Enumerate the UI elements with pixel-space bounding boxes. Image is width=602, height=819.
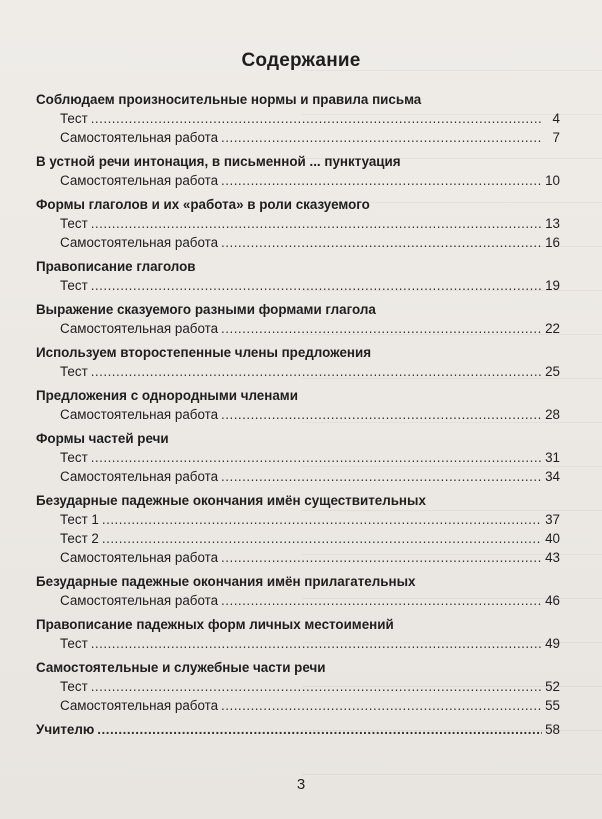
toc-section-title: Формы глаголов и их «работа» в роли сказуемого — [36, 197, 370, 212]
toc-section-title: Безударные падежные окончания имён прилагательных — [36, 574, 416, 589]
toc-entry-label: Самостоятельная работа — [60, 321, 219, 336]
dot-leader — [91, 634, 542, 653]
toc-section-title: Соблюдаем произносительные нормы и правила письма — [36, 92, 422, 107]
toc-entry — [36, 591, 560, 610]
toc-entry-page: 55 — [545, 698, 560, 713]
toc-entry-page: 4 — [552, 111, 560, 126]
toc-section-title: Предложения с однородными членами — [36, 388, 298, 403]
toc-entry-page: 19 — [545, 278, 560, 293]
toc-entry-label: Самостоятельная работа — [60, 593, 219, 608]
dot-leader — [221, 233, 542, 252]
toc-entry-page: 34 — [545, 469, 560, 484]
toc-entry-page: 10 — [545, 173, 560, 188]
toc-entry-page: 46 — [545, 593, 560, 608]
toc-entry-label: Тест — [60, 679, 88, 694]
toc-section — [36, 658, 560, 715]
toc-entry-label: Тест — [60, 111, 88, 126]
toc-entry-label: Самостоятельная работа — [60, 469, 219, 484]
toc-section — [36, 300, 560, 338]
toc-section — [36, 491, 560, 567]
toc-entry-page: 13 — [545, 216, 560, 231]
dot-leader — [221, 591, 542, 610]
dot-leader — [102, 529, 542, 548]
toc-entry — [36, 109, 560, 128]
toc-entry-page: 52 — [545, 679, 560, 694]
toc-entry-page: 49 — [545, 636, 560, 651]
toc-entry — [36, 634, 560, 653]
toc-entry-page: 22 — [545, 321, 560, 336]
dot-leader — [221, 696, 542, 715]
toc-section-title: Используем второстепенные члены предложения — [36, 345, 372, 360]
toc-entry-label: Тест — [60, 450, 88, 465]
toc-entry-page: 16 — [545, 235, 560, 250]
dot-leader — [221, 128, 543, 147]
toc-entry — [36, 214, 560, 233]
toc-section-teacher — [36, 720, 560, 739]
toc-section — [36, 386, 560, 424]
toc-entry — [36, 467, 560, 486]
dot-leader — [91, 677, 542, 696]
toc-entry — [36, 448, 560, 467]
toc-entry-label: Тест — [60, 364, 88, 379]
dot-leader — [97, 720, 542, 739]
toc-entry — [36, 128, 560, 147]
toc-section-title: В устной речи интонация, в письменной ... пунктуация — [36, 154, 401, 169]
toc-entry-page: 58 — [545, 722, 560, 737]
table-of-contents — [36, 90, 560, 739]
toc-entry — [36, 405, 560, 424]
page-title: Содержание — [241, 50, 361, 71]
toc-entry-page: 40 — [545, 531, 560, 546]
toc-section — [36, 572, 560, 610]
toc-entry-label: Самостоятельная работа — [60, 130, 219, 145]
toc-entry — [36, 233, 560, 252]
toc-entry-label: Тест — [60, 278, 88, 293]
toc-entry — [36, 696, 560, 715]
toc-entry-page: 37 — [545, 512, 560, 527]
toc-entry-label: Самостоятельная работа — [60, 407, 219, 422]
dot-leader — [91, 362, 542, 381]
toc-entry-page: 31 — [545, 450, 560, 465]
toc-entry-page: 7 — [552, 130, 560, 145]
dot-leader — [91, 109, 543, 128]
toc-entry-label: Самостоятельная работа — [60, 235, 219, 250]
toc-entry-label: Самостоятельная работа — [60, 698, 219, 713]
toc-entry-label: Тест 2 — [60, 531, 99, 546]
toc-section-title: Правописание глаголов — [36, 259, 196, 274]
dot-leader — [221, 319, 542, 338]
dot-leader — [91, 448, 542, 467]
toc-entry — [36, 677, 560, 696]
dot-leader — [221, 171, 542, 190]
toc-entry — [36, 362, 560, 381]
toc-section-title: Формы частей речи — [36, 431, 169, 446]
toc-section — [36, 195, 560, 252]
dot-leader — [221, 548, 542, 567]
toc-entry-label: Самостоятельная работа — [60, 173, 219, 188]
toc-entry — [36, 529, 560, 548]
dot-leader — [102, 510, 542, 529]
toc-entry-label: Тест — [60, 636, 88, 651]
toc-entry-label: Учителю — [36, 722, 95, 737]
toc-entry — [36, 548, 560, 567]
toc-section — [36, 343, 560, 381]
toc-entry — [36, 276, 560, 295]
toc-section — [36, 615, 560, 653]
dot-leader — [91, 214, 542, 233]
toc-section-title: Правописание падежных форм личных местоимений — [36, 617, 394, 632]
toc-entry-page: 28 — [545, 407, 560, 422]
toc-section — [36, 257, 560, 295]
toc-entry-page: 43 — [545, 550, 560, 565]
toc-entry-page: 25 — [545, 364, 560, 379]
toc-entry-label: Самостоятельная работа — [60, 550, 219, 565]
toc-entry — [36, 720, 560, 739]
toc-section-title: Самостоятельные и служебные части речи — [36, 660, 326, 675]
page-number: 3 — [296, 776, 306, 793]
dot-leader — [221, 467, 542, 486]
toc-section — [36, 152, 560, 190]
toc-section — [36, 429, 560, 486]
dot-leader — [221, 405, 542, 424]
toc-entry — [36, 171, 560, 190]
dot-leader — [91, 276, 542, 295]
toc-entry — [36, 319, 560, 338]
toc-entry-label: Тест 1 — [60, 512, 99, 527]
toc-section-title: Выражение сказуемого разными формами глагола — [36, 302, 376, 317]
toc-entry — [36, 510, 560, 529]
toc-section — [36, 90, 560, 147]
toc-entry-label: Тест — [60, 216, 88, 231]
toc-section-title: Безударные падежные окончания имён существительных — [36, 493, 426, 508]
